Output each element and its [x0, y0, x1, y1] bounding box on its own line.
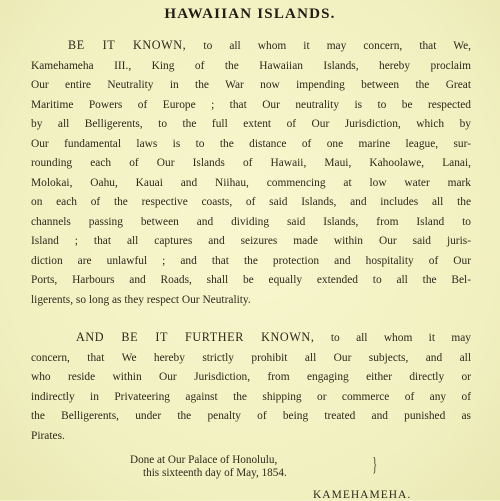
proclamation-paragraph-2: [31, 328, 471, 446]
text-line: indirectly in Privateering against the shipping or commerce of any of: [31, 390, 471, 403]
text-line: channels passing between and dividing said Islands, from Island to: [31, 215, 471, 228]
proclamation-paragraph-1: [31, 36, 471, 310]
text-line: Our fundamental laws is to the distance of one marine league, sur-: [31, 137, 471, 150]
text-line: Maritime Powers of Europe ; that Our neutrality is to be respected: [31, 98, 471, 111]
text-line: Our entire Neutrality in the War now impending between the Great: [31, 79, 471, 91]
closing-place: Done at Our Palace of Honolulu,: [130, 454, 278, 466]
text-line: diction are unlawful ; and that the protection and hospitality of Our: [31, 254, 471, 267]
closing-brace: }: [372, 454, 378, 476]
text-line: on each of the respective coasts, of said Islands, and includes all the: [31, 196, 471, 208]
closing-date: this sixteenth day of May, 1854.: [143, 467, 287, 479]
text-line: AND BE IT FURTHER KNOWN, to all whom it may: [76, 330, 471, 344]
paragraph-lead: AND BE IT FURTHER KNOWN,: [76, 330, 315, 344]
text-line: the Belligerents, under the penalty of being treated and punished as: [31, 410, 471, 422]
document-title: HAWAIIAN ISLANDS.: [164, 6, 336, 22]
text-line: Ports, Harbours and Roads, shall be equally extended to all the Bel-: [31, 274, 471, 286]
text-line: concern, that We hereby strictly prohibit all Our subjects, and all: [31, 351, 471, 364]
text-line: who reside within Our Jurisdiction, from engaging either directly or: [31, 371, 471, 383]
text-line: Pirates.: [31, 429, 65, 442]
text-line: Kamehameha III., King of the Hawaiian Islands, hereby proclaim: [31, 59, 471, 72]
text-line: ligerents, so long as they respect Our Neutrality.: [31, 293, 251, 306]
text-line: BE IT KNOWN, to all whom it may concern, that We,: [68, 38, 471, 52]
paragraph-lead: BE IT KNOWN,: [68, 38, 187, 52]
text-line: rounding each of Our Islands of Hawaii, Maui, Kahoolawe, Lanai,: [31, 157, 471, 169]
text-line: by all Belligerents, to the full extent of Our Jurisdiction, which by: [31, 118, 471, 130]
text-line: Island ; that all captures and seizures made within Our said juris-: [31, 235, 471, 247]
signature: KAMEHAMEHA.: [313, 489, 412, 501]
text-line: Molokai, Oahu, Kauai and Niihau, commencing at low water mark: [31, 176, 471, 189]
